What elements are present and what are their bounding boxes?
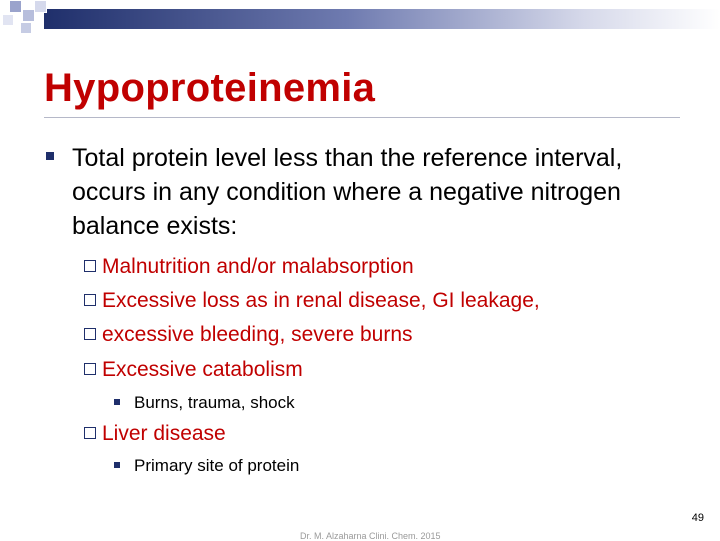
hollow-square-bullet-icon <box>84 427 96 439</box>
detail-item <box>114 393 295 413</box>
sub-point-label: Excessive catabolism <box>102 358 303 381</box>
detail-label: Burns, trauma, shock <box>134 393 295 412</box>
detail-item <box>114 456 299 476</box>
sub-point-label: Liver disease <box>102 422 226 445</box>
sub-point-item <box>84 289 540 313</box>
slide-title: Hypoproteinemia <box>44 66 376 110</box>
sub-point-item <box>84 255 414 279</box>
hollow-square-bullet-icon <box>84 260 96 272</box>
hollow-square-bullet-icon <box>84 294 96 306</box>
square-bullet-icon <box>114 399 120 405</box>
square-bullet-icon <box>114 462 120 468</box>
square-bullet-icon <box>46 152 54 160</box>
detail-label: Primary site of protein <box>134 456 300 475</box>
hollow-square-bullet-icon <box>84 363 96 375</box>
hollow-square-bullet-icon <box>84 328 96 340</box>
sub-point-label: excessive bleeding, severe burns <box>102 323 413 346</box>
sub-point-label: Malnutrition and/or malabsorption <box>102 255 414 278</box>
slide-footer: Dr. M. Alzaharna Clini. Chem. 2015 <box>300 531 441 541</box>
sub-point-label: Excessive loss as in renal disease, GI leakage, <box>102 289 540 312</box>
main-point-text: Total protein level less than the reference interval, occurs in any condition where a negative nitrogen balance exists: <box>72 144 623 240</box>
slide-number: 49 <box>691 512 704 524</box>
sub-point-item <box>84 358 303 382</box>
sub-point-item <box>84 422 226 446</box>
sub-point-item <box>84 323 413 347</box>
